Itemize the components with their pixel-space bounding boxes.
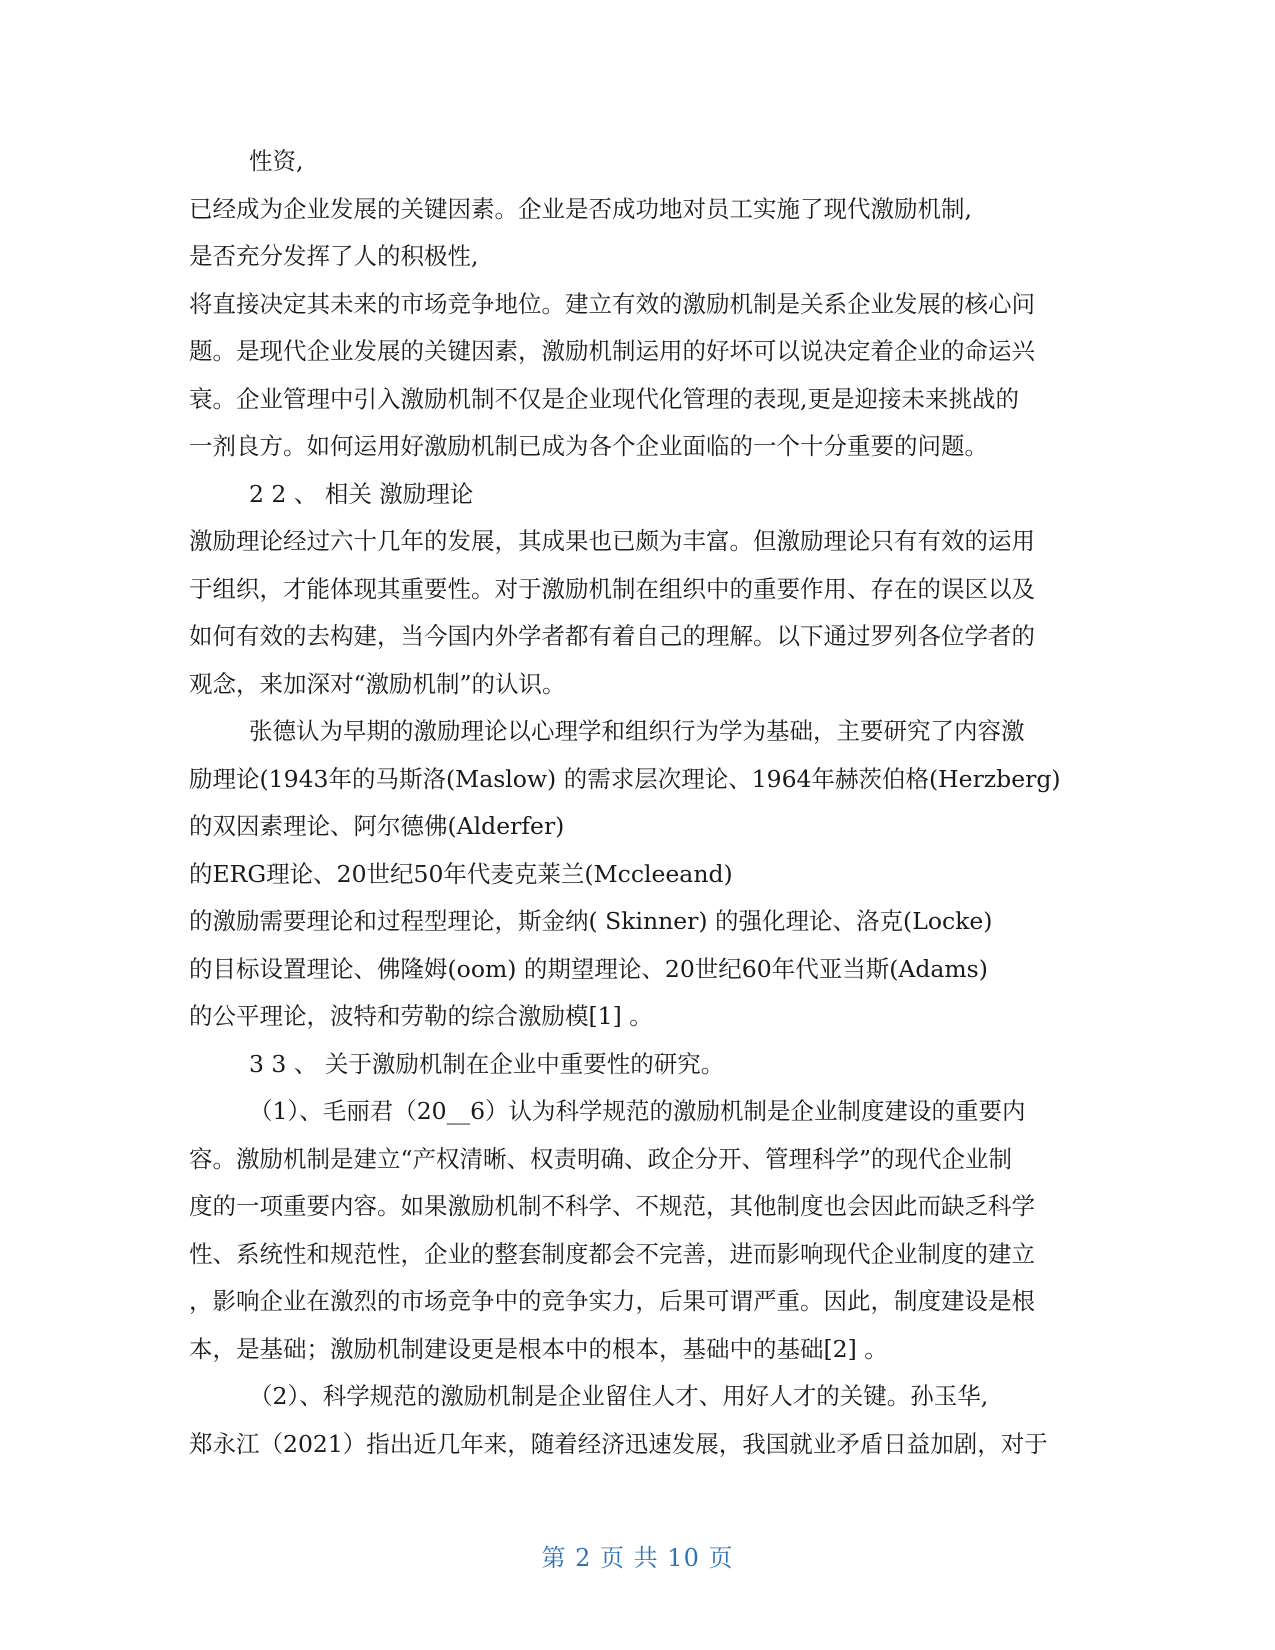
text-line: 的双因素理论、阿尔德佛(Alderfer): [189, 812, 565, 840]
text-line: 是否充分发挥了人的积极性,: [189, 242, 479, 270]
text-line: 题。是现代企业发展的关键因素，激励机制运用的好坏可以说决定着企业的命运兴: [189, 337, 1035, 365]
text-line: 3 3 、 关于激励机制在企业中重要性的研究。: [249, 1049, 725, 1078]
text-line: 观念，来加深对“激励机制”的认识。: [189, 669, 566, 698]
text-line: 度的一项重要内容。如果激励机制不科学、不规范，其他制度也会因此而缺乏科学: [189, 1192, 1035, 1220]
text-line: 性、系统性和规范性，企业的整套制度都会不完善，进而影响现代企业制度的建立: [189, 1239, 1035, 1268]
text-line: 一剂良方。如何运用好激励机制已成为各个企业面临的一个十分重要的问题。: [189, 432, 988, 460]
page-footer: 第 2 页 共 10 页: [541, 1544, 734, 1572]
text-line: （2）、科学规范的激励机制是企业留住人才、用好人才的关键。孙玉华,: [249, 1382, 989, 1410]
text-line: 的ERG理论、20世纪50年代麦克莱兰(Mccleeand): [189, 859, 733, 888]
text-line: 张德认为早期的激励理论以心理学和组织行为学为基础，主要研究了内容激: [249, 717, 1025, 745]
text-line: 性资,: [249, 147, 304, 175]
text-line: 于组织，才能体现其重要性。对于激励机制在组织中的重要作用、存在的误区以及: [189, 574, 1035, 603]
text-line: 励理论(1943年的马斯洛(Maslow) 的需求层次理论、1964年赫茨伯格(Herzberg): [189, 764, 1061, 793]
text-line: 的目标设置理论、佛隆姆(oom) 的期望理论、20世纪60年代亚当斯(Adams): [189, 954, 988, 983]
text-line: 2 2 、 相关 激励理论: [249, 479, 474, 508]
text-line: 将直接决定其未来的市场竞争地位。建立有效的激励机制是关系企业发展的核心问: [189, 289, 1035, 318]
text-line: 本，是基础；激励机制建设更是根本中的根本，基础中的基础[2] 。: [189, 1334, 888, 1363]
text-line: 已经成为企业发展的关键因素。企业是否成功地对员工实施了现代激励机制,: [189, 194, 972, 223]
text-line: 郑永江（2021）指出近几年来，随着经济迅速发展，我国就业矛盾日益加剧，对于: [189, 1429, 1048, 1458]
text-line: 的激励需要理论和过程型理论，斯金纳( Skinner) 的强化理论、洛克(Locke): [189, 907, 993, 935]
text-line: ，影响企业在激烈的市场竞争中的竞争实力，后果可谓严重。因此，制度建设是根: [189, 1287, 1035, 1315]
text-line: 衰。企业管理中引入激励机制不仅是企业现代化管理的表现,更是迎接未来挑战的: [189, 384, 1019, 413]
text-line: 激励理论经过六十几年的发展，其成果也已颇为丰富。但激励理论只有有效的运用: [189, 527, 1035, 555]
text-line: 容。激励机制是建立“产权清晰、权责明确、政企分开、管理科学”的现代企业制: [189, 1144, 1013, 1173]
text-line: （1）、毛丽君（20__6）认为科学规范的激励机制是企业制度建设的重要内: [249, 1097, 1026, 1125]
text-line: 如何有效的去构建，当今国内外学者都有着自己的理解。以下通过罗列各位学者的: [189, 622, 1035, 650]
text-line: 的公平理论，波特和劳勒的综合激励模[1] 。: [189, 1002, 653, 1030]
document-body: [189, 138, 1094, 1468]
